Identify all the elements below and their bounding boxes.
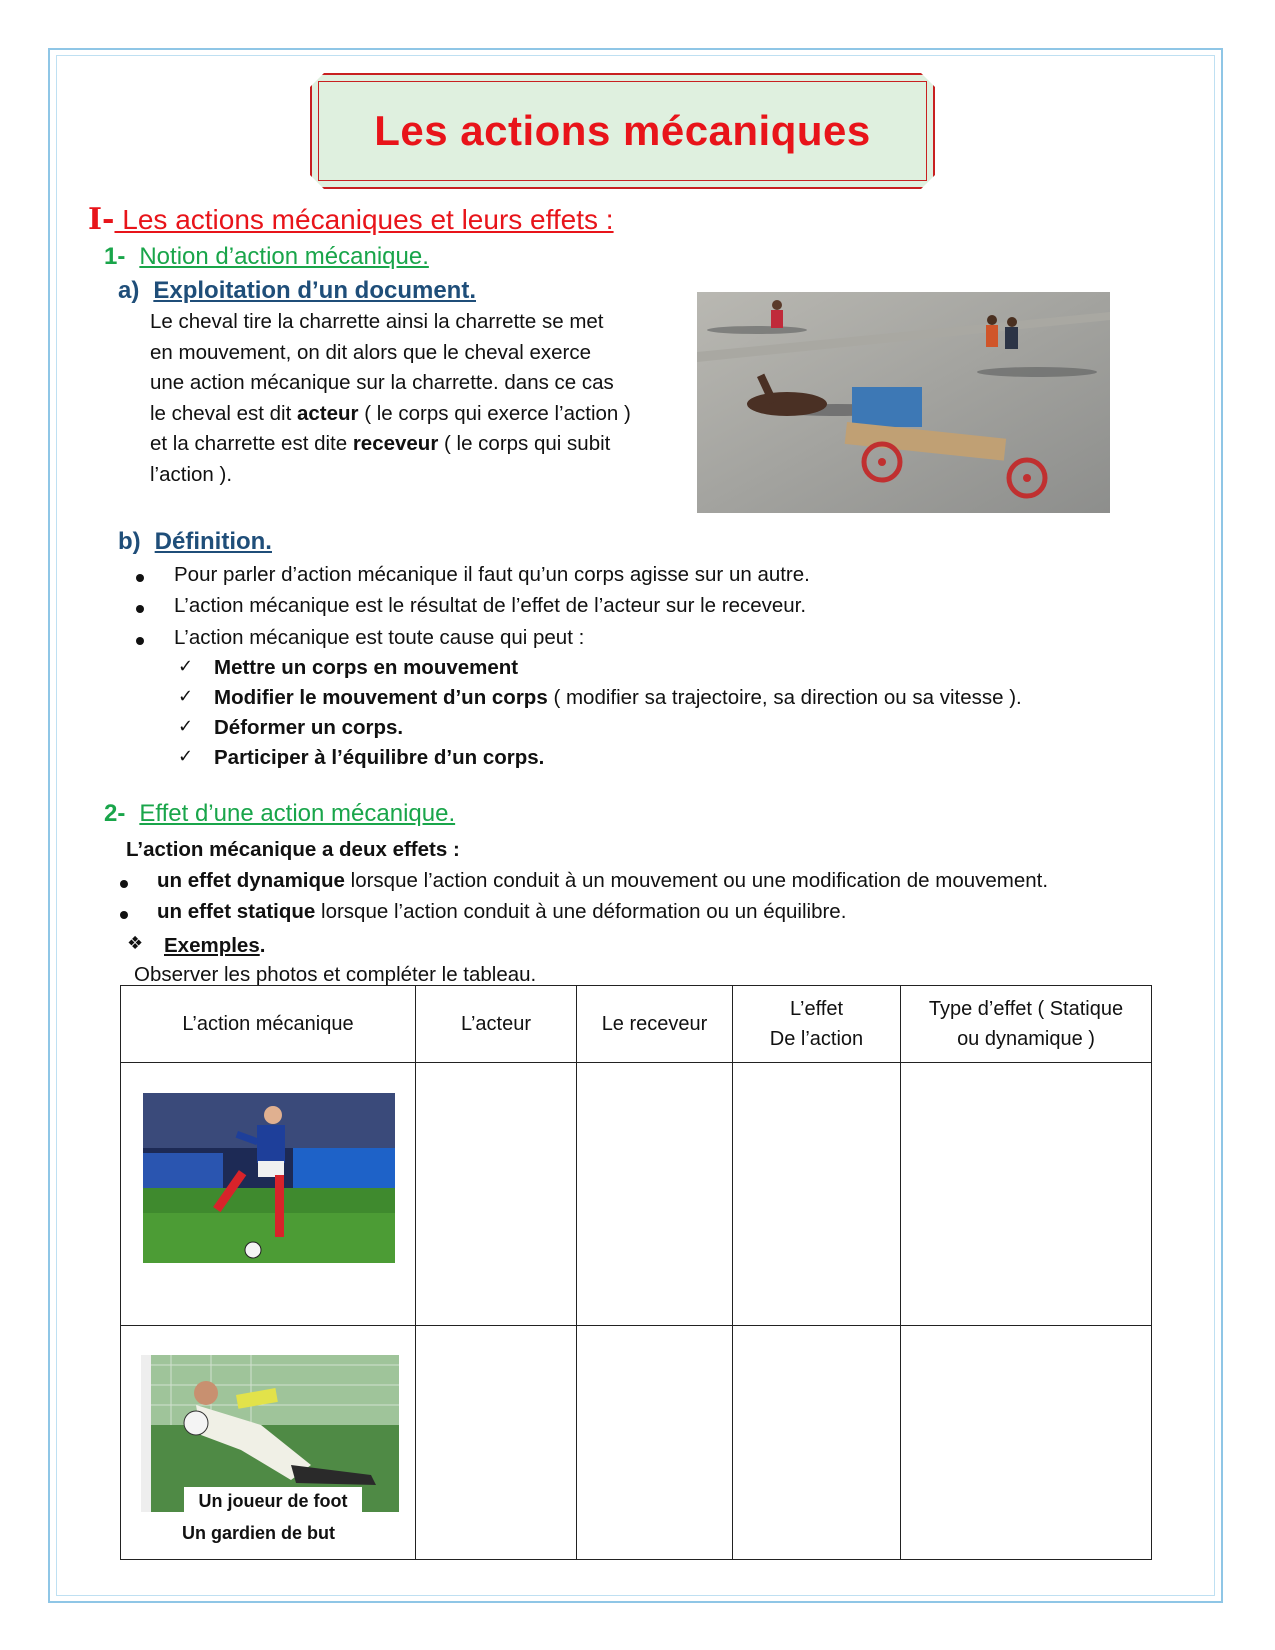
answer-cell[interactable] xyxy=(416,1326,577,1560)
paragraph-line xyxy=(150,399,631,430)
table-instruction: Observer les photos et compléter le tableau. xyxy=(134,963,537,986)
text: Mettre un corps en mouvement xyxy=(214,656,519,679)
text: Exemples xyxy=(164,934,260,957)
answer-cell[interactable] xyxy=(901,1063,1152,1326)
answer-cell[interactable] xyxy=(416,1063,577,1326)
text: ( le corps qui subit xyxy=(438,432,611,455)
section-number: I- xyxy=(88,202,115,237)
text: un effet statique xyxy=(157,900,316,923)
effects-intro: L’action mécanique a deux effets : xyxy=(126,838,460,861)
part-number: b) xyxy=(118,528,141,555)
text: Participer à l’équilibre d’un corps. xyxy=(214,746,545,769)
part-title: Exploitation d’un document. xyxy=(153,277,476,304)
part-title: Définition. xyxy=(154,528,272,555)
header-cell xyxy=(901,986,1152,1063)
document-paragraph xyxy=(150,307,631,490)
text: lorsque l’action conduit à un mouvement ou une modification de mouvement. xyxy=(344,869,1049,892)
section-heading xyxy=(88,202,614,237)
answer-cell[interactable] xyxy=(733,1063,901,1326)
definition-bullet: L’action mécanique est toute cause qui peut : xyxy=(174,626,585,649)
subsection-number: 1- xyxy=(104,243,126,270)
effect-bullet xyxy=(157,869,1048,893)
check-item xyxy=(214,686,1022,710)
check-icon: ✓ xyxy=(178,656,194,677)
part-a-heading xyxy=(118,277,476,305)
check-icon: ✓ xyxy=(178,746,194,767)
header-cell xyxy=(733,986,901,1063)
text: lorsque l’action conduit à une déformation ou un équilibre. xyxy=(315,900,847,923)
text: Modifier le mouvement d’un corps xyxy=(214,686,548,709)
text: un effet dynamique xyxy=(157,869,345,892)
bullet-icon xyxy=(120,880,128,888)
page-title: Les actions mécaniques xyxy=(374,107,871,154)
subsection-title: Notion d’action mécanique. xyxy=(139,243,429,270)
term-acteur: acteur xyxy=(297,401,359,425)
text: De l’action xyxy=(769,1028,864,1050)
text: Déformer un corps. xyxy=(214,716,404,739)
text: et la charrette est dite xyxy=(150,432,353,455)
subsection-1-heading xyxy=(104,243,429,271)
photo-caption: Un gardien de but xyxy=(182,1523,335,1543)
header-cell: L’action mécanique xyxy=(121,986,416,1063)
paragraph-line xyxy=(150,429,631,460)
effect-bullet xyxy=(157,900,846,924)
part-number: a) xyxy=(118,277,140,304)
answer-cell[interactable] xyxy=(577,1326,733,1560)
text: le cheval est dit xyxy=(150,401,297,425)
text: . xyxy=(259,934,266,957)
part-b-heading xyxy=(118,528,272,556)
subsection-number: 2- xyxy=(104,800,126,827)
examples-heading xyxy=(164,934,265,958)
table-header-row xyxy=(121,986,1152,1063)
check-item xyxy=(214,656,518,680)
bullet-icon xyxy=(136,574,144,582)
paragraph-line: une action mécanique sur la charrette. dans ce cas xyxy=(150,371,614,394)
answer-cell[interactable] xyxy=(577,1063,733,1326)
bullet-icon xyxy=(120,911,128,919)
paragraph-line: en mouvement, on dit alors que le cheval exerce xyxy=(150,340,592,364)
check-icon: ✓ xyxy=(178,686,194,707)
term-receveur: receveur xyxy=(352,432,439,455)
check-item xyxy=(214,746,544,770)
header-cell: L’acteur xyxy=(416,986,577,1063)
paragraph-line: l’action ). xyxy=(150,462,233,486)
section-title: Les actions mécaniques et leurs effets : xyxy=(114,204,614,235)
text: ou dynamique ) xyxy=(957,1028,1095,1050)
paragraph-line: Le cheval tire la charrette ainsi la charrette se met xyxy=(150,310,604,333)
football-player-photo xyxy=(143,1093,395,1263)
text: Type d’effet ( Statique xyxy=(928,998,1124,1020)
check-item xyxy=(214,716,403,740)
subsection-2-heading xyxy=(104,800,455,828)
answer-cell[interactable] xyxy=(901,1326,1152,1560)
photo-caption: Un joueur de foot xyxy=(184,1487,362,1515)
answer-cell[interactable] xyxy=(733,1326,901,1560)
bullet-icon xyxy=(136,637,144,645)
definition-bullet: L’action mécanique est le résultat de l’effet de l’acteur sur le receveur. xyxy=(174,594,807,617)
subsection-title: Effet d’une action mécanique. xyxy=(139,800,456,827)
bullet-icon xyxy=(136,605,144,613)
check-icon: ✓ xyxy=(178,716,194,737)
definition-bullet: Pour parler d’action mécanique il faut qu’un corps agisse sur un autre. xyxy=(174,563,810,586)
diamond-bullet-icon: ❖ xyxy=(127,933,144,953)
horse-cart-photo xyxy=(697,292,1110,513)
header-cell: Le receveur xyxy=(577,986,733,1063)
text: ( le corps qui exerce l’action ) xyxy=(358,401,631,425)
text: L’effet xyxy=(789,998,844,1020)
text: ( modifier sa trajectoire, sa direction ou sa vitesse ). xyxy=(547,686,1022,709)
